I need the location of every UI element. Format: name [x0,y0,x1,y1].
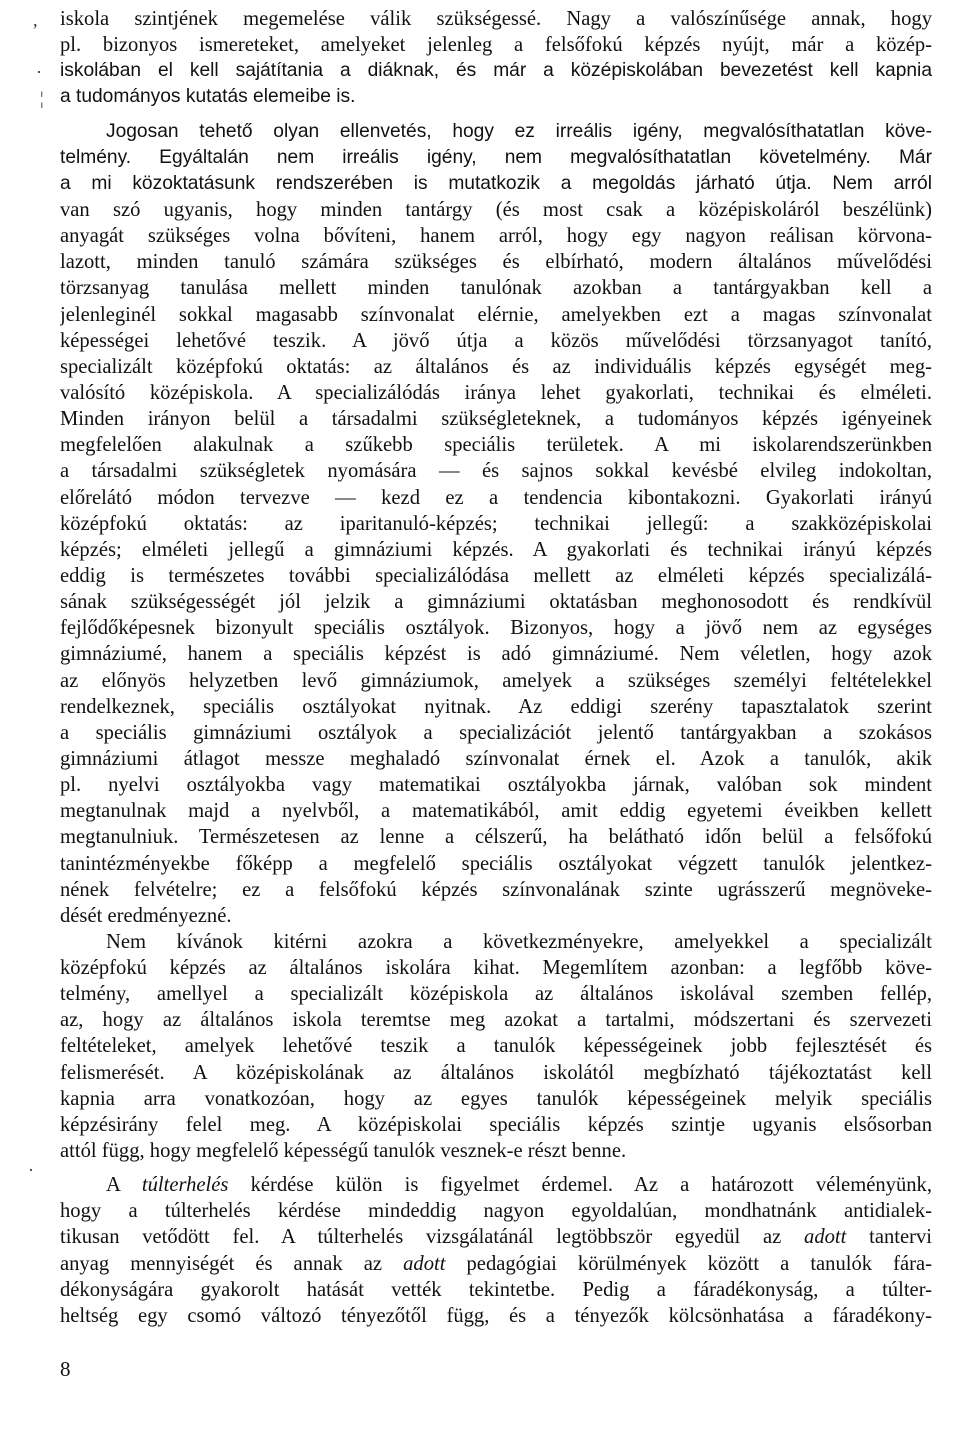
text-line: hogy a túlterhelés kérdése mindeddig nagyon egyoldalúan, mondhatnánk antidialek- [60,1200,932,1223]
text-line: iskola szintjének megemelése válik szükségessé. Nagy a valószínűsége annak, hogy [60,8,932,30]
text-line: attól függ, hogy megfelelő képességű tanulók vesznek-e részt benne. [60,1140,627,1163]
text-line: A túlterhelés kérdése külön is figyelmet érdemel. Az a határozott véleményünk, [106,1174,932,1197]
text-line: képzésirány felel meg. A középiskolai speciális képzés szintje ugyanis elsősorban [60,1113,932,1136]
text-line: nének felvételre; ez a felsőfokú képzés színvonalának szinte ugrásszerű megnöveke- [60,878,932,901]
text-line: a mi közoktatásunk rendszerében is mutatkozik a megoldás járható útja. Nem arról [60,172,932,194]
text-line: telmény. Egyáltalán nem irreális igény, nem megvalósíthatatlan követelmény. Már [60,146,932,168]
text-line: valósító középiskola. A specializálódás iránya lehet gyakorlati, technikai és elméleti. [60,381,932,404]
text-line: tikusan vetődött fel. A túlterhelés vizsgálatánál legtöbbször egyedül az adott tantervi [60,1226,932,1249]
text-line: felismerését. A középiskolának az általános iskolától megbízható tájékoztatást kell [60,1061,932,1084]
margin-mark: · [36,62,42,82]
text-line: képességei lehetővé teszik. A jövő útja a közös művelődési törzsanyagot tanító, [60,329,932,352]
text-line: középfokú oktatás: az iparitanuló-képzés; technikai jellegű: a szakközépiskolai [60,512,932,535]
margin-mark: · [28,1160,34,1180]
text-line: van szó ugyanis, hogy minden tantárgy (és most csak a középiskoláról beszélünk) [60,198,932,221]
text-line: gimnáziumé, hanem a speciális képzést is adó gimnáziumé. Nem véletlen, hogy azok [60,643,932,666]
text-line: megtanulnak majd a nyelvből, a matematikából, amit eddig egyetemi éveikben kellett [60,800,932,823]
text-line: az előnyös helyzetben levő gimnáziumok, amelyek a szükséges személyi feltételekkel [60,669,932,692]
text-line: Jogosan tehető olyan ellenvetés, hogy ez irreális igény, megvalósíthatatlan köve- [106,120,932,142]
text-line: pl. bizonyos ismereteket, amelyeket jelenleg a felsőfokú képzés nyújt, már a közép- [60,34,932,57]
text-line: sának szükségességét jól jelzik a gimnáziumi oktatásban meghonosodott és rendkívül [60,591,932,614]
text-line: anyagát szükséges volna bővíteni, hanem arról, hogy egy nagyon reálisan körvona- [60,225,932,248]
text-line: a társadalmi szükségletek nyomására — és sajnos sokkal kevésbé elvileg indokoltan, [60,460,932,483]
text-line: kapnia arra vonatkozóan, hogy az egyes tanulók képességeinek melyik speciális [60,1087,932,1110]
text-line: jelenleginél sokkal magasabb színvonalat elérnie, amelyekben ezt a magas színvonalat [60,303,932,326]
text-line: képzés; elméleti jellegű a gimnáziumi képzés. A gyakorlati és technikai irányú képzés [60,538,932,561]
document-page [60,0,932,1329]
text-line: tanintézményekbe főképp a megfelelő speciális osztályokat végzett tanulók jelentkez- [60,852,932,875]
text-line: Nem kívánok kitérni azokra a következményekre, amelyekkel a specializált [106,930,932,953]
text-line: iskolában el kell sajátítania a diáknak, és már a középiskolában bevezetést kell kapnia [60,60,932,82]
text-line: a speciális gimnáziumi osztályok a specializációt jelentő tantárgyakban a szokásos [60,721,932,744]
text-line: a tudományos kutatás elemeibe is. [60,86,356,108]
text-line: eddig is természetes további specializálódása mellett az elméleti képzés specializálá- [60,564,932,587]
page-number: 8 [60,1357,71,1381]
text-line: előrelátó módon tervezve — kezd ez a tendencia kibontakozni. Gyakorlati irányú [60,486,932,509]
margin-mark: ¦ [40,88,44,108]
text-line: fejlődőképesnek bizonyult speciális osztályok. Bizonyos, hogy a jövő nem az egységes [60,617,932,640]
text-line: telmény, amellyel a specializált középiskola az általános iskolával szemben fellép, [60,983,932,1006]
text-line: az, hogy az általános iskola teremtse meg azokat a tartalmi, módszertani és szervezeti [60,1009,932,1032]
margin-mark: , [33,10,38,30]
text-line: megfelelően alakulnak a szűkebb speciális területek. A mi iskolarendszerünkben [60,434,932,457]
text-line: törzsanyag tanulása mellett minden tanulónak azokban a tantárgyakban kell a [60,277,932,300]
text-line: pl. nyelvi osztályokba vagy matematikai osztályokba járnak, valóban sok mindent [60,774,932,797]
text-line: heltség egy csomó változó tényezőtől függ, és a tényezők kölcsönhatása a fáradékony- [60,1304,932,1327]
text-line: középfokú képzés az általános iskolára kihat. Megemlítem azonban: a legfőbb köve- [60,957,932,980]
text-line: gimnáziumi átlagot messze meghaladó színvonalat érnek el. Azok a tanulók, akik [60,747,932,770]
text-line: rendelkeznek, speciális osztályokat nyitnak. Az eddigi szerény tapasztalatok szerint [60,695,932,718]
text-line: anyag mennyiségét és annak az adott pedagógiai körülmények között a tanulók fára- [60,1252,932,1275]
text-line: dését eredményezné. [60,904,232,927]
text-line: Minden irányon belül a társadalmi szükségleteknek, a tudományos képzés igényeinek [60,408,932,431]
text-line: megtanulniuk. Természetesen az lenne a célszerű, ha belátható időn belül a felsőfokú [60,826,932,849]
text-line: lazott, minden tanuló számára szükséges és elbírható, modern általános művelődési [60,251,932,274]
text-line: dékonyságára gyakorolt hatását vették tekintetbe. Pedig a fáradékonyság, a túlter- [60,1278,932,1301]
text-line: specializált középfokú oktatás: az általános és az individuális képzés egységét meg- [60,355,932,378]
text-line: feltételeket, amelyek lehetővé teszik a tanulók képességeinek jobb fejlesztését és [60,1035,932,1058]
